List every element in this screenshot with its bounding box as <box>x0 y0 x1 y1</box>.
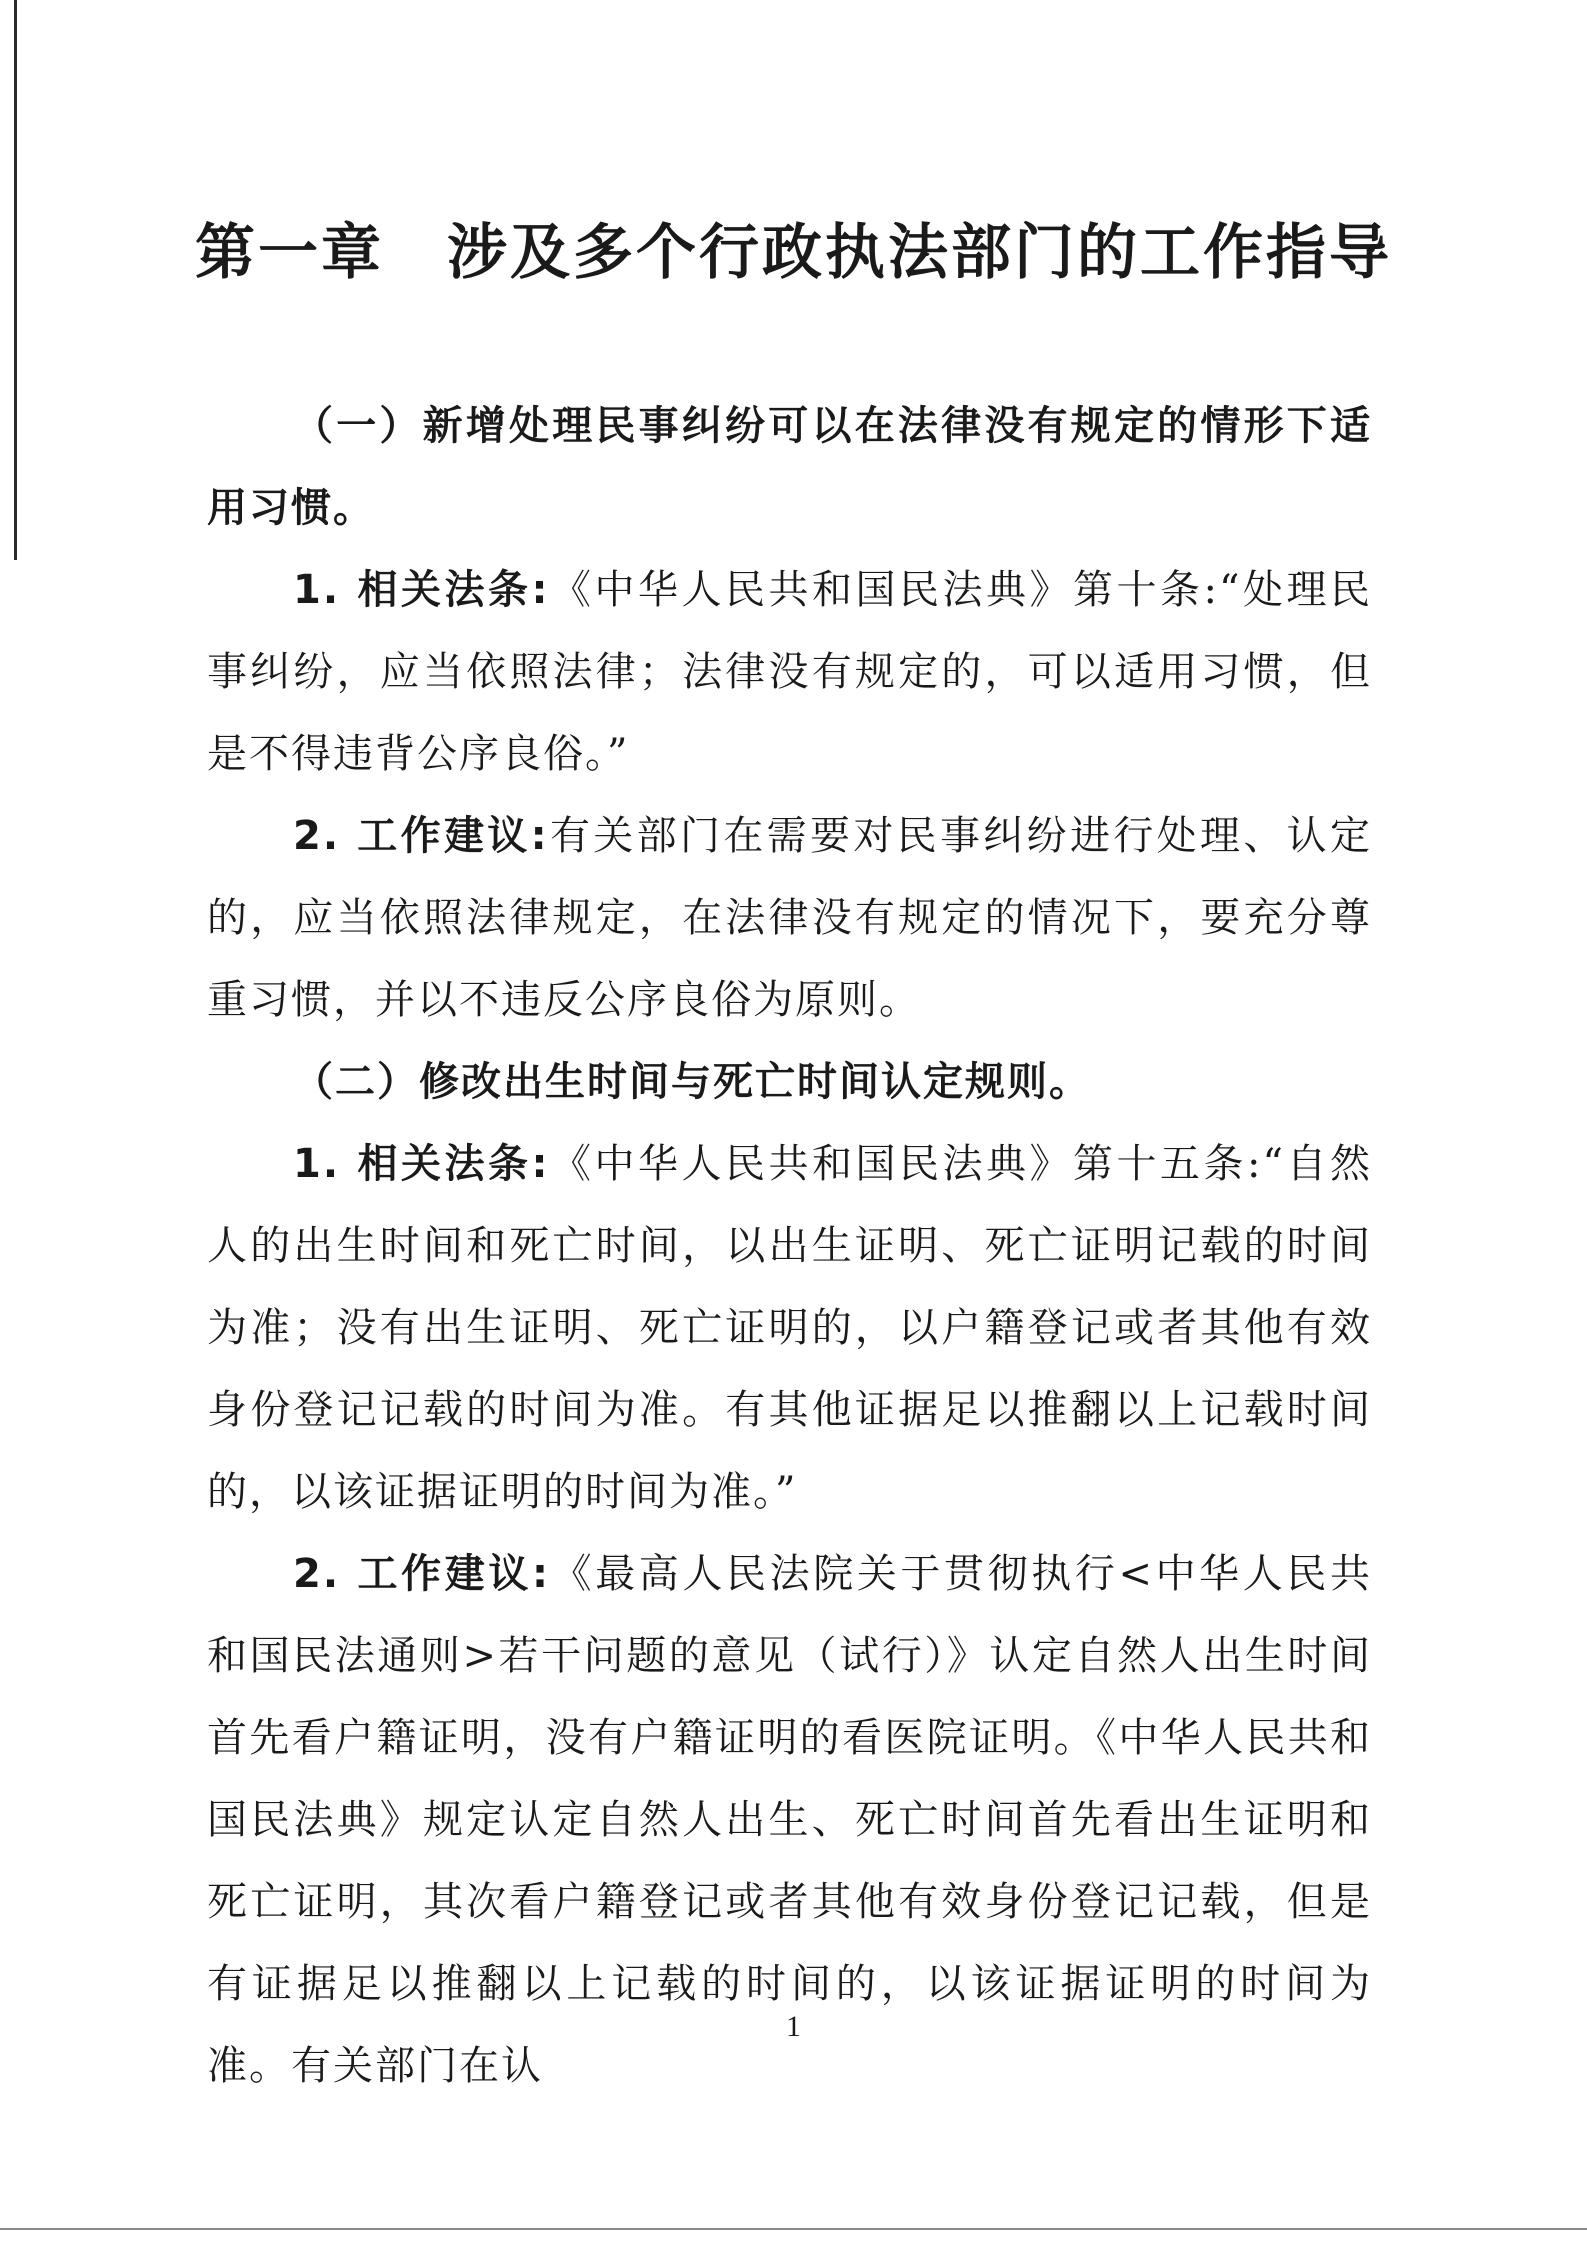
section-1-heading: （一）新增处理民事纠纷可以在法律没有规定的情形下适用习惯。 <box>207 403 1372 531</box>
section-2-item-1 <box>207 1123 1372 1533</box>
item-label: 1. 相关法条: <box>293 567 550 613</box>
chapter-title: 第一章 涉及多个行政执法部门的工作指导 <box>195 218 1392 288</box>
item-text: 《最高人民法院关于贯彻执行<中华人民共和国民法通则>若干问题的意见（试行）》认定自然人出生时间首先看户籍证明，没有户籍证明的看医院证明。《中华人民共和国民法典》规定认定自然人出生、死亡时间首先看出生证明和死亡证明，其次看户籍登记或者其他有效身份登记记载，但是有证据足以推翻以上记载的时间的，以该证据证明的时间为准。有关部门在认 <box>207 1551 1373 2089</box>
item-text: 《中华人民共和国民法典》第十五条:“自然人的出生时间和死亡时间，以出生证明、死亡证明记载的时间为准；没有出生证明、死亡证明的，以户籍登记或者其他有效身份登记记载的时间为准。有其他证据足以推翻以上记载时间的，以该证据证明的时间为准。” <box>207 1141 1372 1515</box>
section-2-heading: （二）修改出生时间与死亡时间认定规则。 <box>293 1059 1091 1105</box>
bottom-scan-line <box>0 2228 1587 2230</box>
item-text: 《中华人民共和国民法典》第十条:“处理民事纠纷，应当依照法律；法律没有规定的，可以适用习惯，但是不得违背公序良俗。” <box>207 567 1372 777</box>
section-1-item-2 <box>207 795 1372 1041</box>
item-label: 1. 相关法条: <box>293 1141 550 1187</box>
item-label: 2. 工作建议: <box>293 1551 550 1597</box>
section-1-item-1 <box>207 549 1372 795</box>
item-label: 2. 工作建议: <box>293 813 549 859</box>
page-number: 1 <box>786 2010 801 2043</box>
document-body <box>207 385 1372 2107</box>
item-text: 有关部门在需要对民事纠纷进行处理、认定的，应当依照法律规定，在法律没有规定的情况下，要充分尊重习惯，并以不违反公序良俗为原则。 <box>207 813 1373 1023</box>
